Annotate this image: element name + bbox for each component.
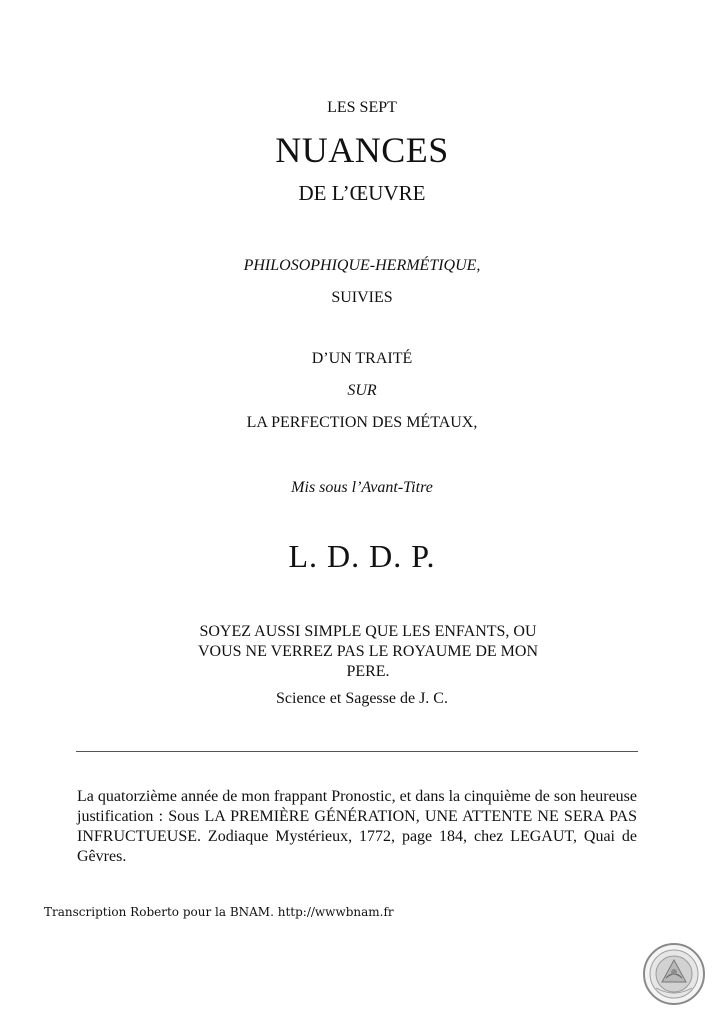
subtitle-suivies: SUIVIES bbox=[331, 289, 393, 306]
avant-titre: Mis sous l’Avant-Titre bbox=[291, 479, 433, 496]
transcription-credit: Transcription Roberto pour la BNAM. http://wwwbnam.fr bbox=[44, 905, 394, 919]
title-les-sept: LES SEPT bbox=[327, 99, 397, 116]
epigraph-text: SOYEZ AUSSI SIMPLE QUE LES ENFANTS, OU VOUS NE VERREZ PAS LE ROYAUME DE MON PERE. bbox=[197, 623, 539, 680]
subtitle-sur: SUR bbox=[347, 382, 377, 399]
footnote-text: La quatorzième année de mon frappant Pronostic, et dans la cinquième de son heureuse justification : Sous LA PREMIÈRE GÉNÉRATION, UNE ATTENTE NE SERA PAS INFRUCTUEUSE. Zodiaque Mystérieux, 1772, page 184, chez LEGAUT, Quai de Gêvres. bbox=[77, 788, 637, 865]
bnam-seal-icon bbox=[642, 942, 706, 1006]
footnote-divider bbox=[76, 751, 638, 752]
author-initials: L. D. D. P. bbox=[288, 538, 436, 574]
subtitle-perfection: LA PERFECTION DES MÉTAUX, bbox=[246, 414, 478, 431]
epigraph-attribution: Science et Sagesse de J. C. bbox=[276, 690, 448, 707]
title-nuances: NUANCES bbox=[275, 130, 449, 170]
subtitle-philosophique: PHILOSOPHIQUE-HERMÉTIQUE, bbox=[243, 257, 481, 274]
title-de-oeuvre: DE L’ŒUVRE bbox=[298, 181, 426, 205]
subtitle-traite: D’UN TRAITÉ bbox=[311, 350, 413, 367]
